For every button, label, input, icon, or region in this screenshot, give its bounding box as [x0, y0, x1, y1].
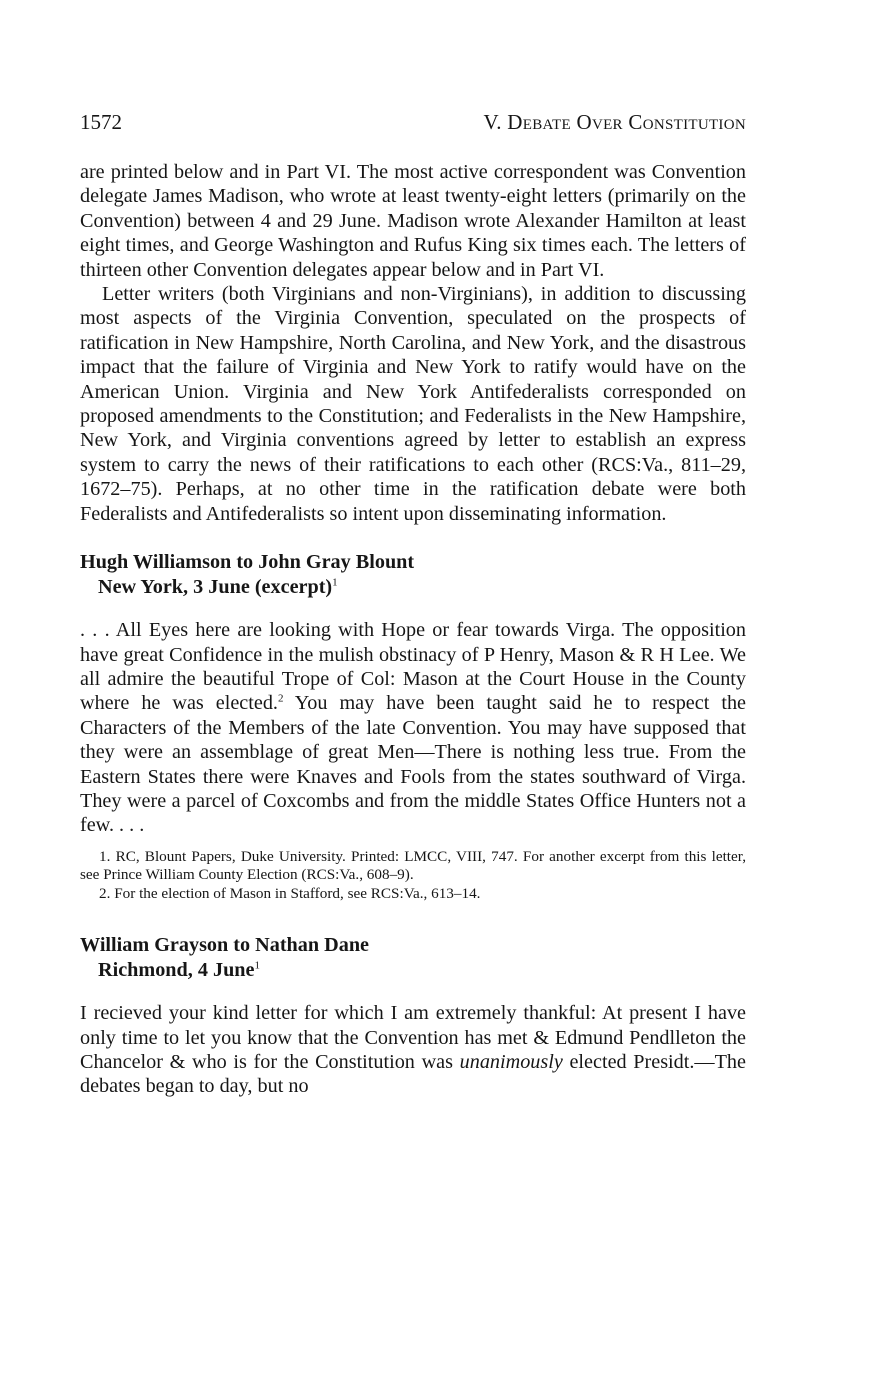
letter1-heading-block — [80, 550, 746, 600]
running-title: V. Debate Over Constitution — [483, 110, 746, 134]
letter1-footnote-1: 1. RC, Blount Papers, Duke University. Printed: LMCC, VIII, 747. For another excerpt from this letter, see Prince William County Election (RCS:Va., 608–9). — [80, 847, 746, 884]
book-page — [80, 110, 746, 1099]
emphasis: unanimously — [459, 1051, 563, 1074]
page-number: 1572 — [80, 110, 122, 134]
letter1-heading: Hugh Williamson to John Gray Blount — [80, 551, 415, 574]
footnote-ref: 1 — [332, 576, 338, 589]
letter2-heading-block — [80, 933, 746, 983]
letter1-subheading: New York, 3 June (excerpt)$^1$ — [98, 576, 338, 599]
letter2-subheading: Richmond, 4 June$^1$ — [98, 959, 260, 982]
intro-paragraph-1: are printed below and in Part VI. The most active correspondent was Convention delegate James Madison, who wrote at least twenty-eight letters (primarily on the Convention) between 4 and 29 June. Madison wrote Alexander Hamilton at least eight times, and George Washington and Rufus King six times each. The letters of thirteen other Convention delegates appear below and in Part VI. — [80, 161, 746, 281]
footnote-ref: 2 — [277, 692, 284, 705]
letter2-body: I recieved your kind letter for which I am extremely thankful: At present I have only time to let you know that the Convention has met & Edmund Pendlleton the Chancelor & who is for the Constitution was unanimously elected Presidt.—The debates began to day, but no — [80, 1002, 746, 1098]
running-head — [80, 110, 746, 142]
footnote-ref: 1 — [254, 959, 260, 972]
letter2-heading: William Grayson to Nathan Dane — [80, 934, 370, 957]
letter1-footnote-2: 2. For the election of Mason in Stafford, see RCS:Va., 613–14. — [99, 884, 481, 902]
intro-paragraph-2: Letter writers (both Virginians and non-Virginians), in addition to discussing most aspects of the Virginia Convention, speculated on the prospects of ratification in New Hampshire, North Carolina, and New York, and the disastrous impact that the failure of Virginia and New York to ratify would have on the American Union. Virginia and New York Antifederalists corresponded on proposed amendments to the Constitution; and Federalists in the New Hampshire, New York, and Virginia conventions agreed by letter to establish an express system to carry the news of their ratifications to each other (RCS:Va., 811–29, 1672–75). Perhaps, at no other time in the ratification debate were both Federalists and Antifederalists so intent upon disseminating information. — [80, 283, 746, 525]
letter1-body: . . . All Eyes here are looking with Hope or fear towards Virga. The opposition have great Confidence in the mulish obstinacy of P Henry, Mason & R H Lee. We all admire the beautiful Trope of Col: Mason at the Court House in the County where he was elected.$^2$ You may have been taught said he to respect the Characters of the Members of the late Convention. You may have supposed that they were an assemblage of great Men—There is nothing less true. From the Eastern States there were Knaves and Fools from the states southward of Virga. They were a parcel of Coxcombs and from the middle States Office Hunters not a few. . . . — [80, 619, 746, 837]
